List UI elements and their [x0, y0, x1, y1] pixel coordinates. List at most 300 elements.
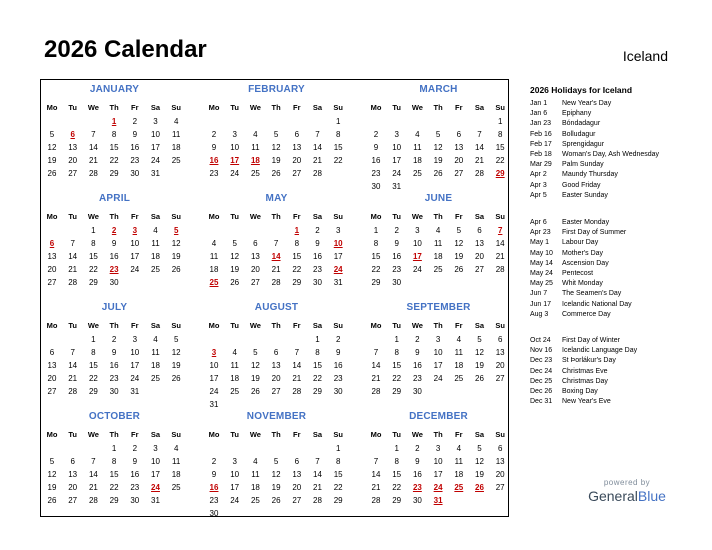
- day-cell: 7: [373, 348, 379, 357]
- day-cell: 19: [433, 156, 443, 165]
- holiday-name: Maundy Thursday: [562, 171, 618, 179]
- day-cell: 29: [88, 387, 98, 396]
- day-cell: 15: [392, 361, 402, 370]
- day-cell: 4: [456, 335, 462, 344]
- holiday-date: Jun 7: [530, 290, 548, 298]
- day-cell: 29: [88, 278, 98, 287]
- day-cell: 18: [230, 374, 240, 383]
- holiday-entry: [530, 182, 601, 189]
- weekday-header: We: [87, 430, 99, 439]
- day-cell: 24: [130, 374, 140, 383]
- day-cell: 14: [88, 470, 98, 479]
- day-cell: 29: [371, 278, 381, 287]
- day-cell: 31: [151, 169, 160, 178]
- weekday-header: Sa: [312, 103, 323, 112]
- day-cell: 15: [88, 361, 98, 370]
- holiday-name: Palm Sunday: [562, 161, 604, 169]
- holiday-date: Dec 25: [530, 377, 553, 385]
- weekday-header: Th: [271, 430, 281, 439]
- day-cell: 14: [371, 470, 381, 479]
- weekday-header: Th: [109, 430, 119, 439]
- day-cell: 29: [109, 496, 119, 505]
- holiday-name: Sprengidagur: [562, 140, 605, 148]
- day-cell: 4: [173, 117, 179, 126]
- day-cell: 3: [132, 335, 138, 344]
- day-cell: 1: [91, 226, 96, 235]
- holiday-entry: [530, 347, 637, 354]
- weekday-header: Tu: [230, 103, 239, 112]
- day-cell: 22: [109, 483, 119, 492]
- day-cell: 19: [475, 470, 484, 479]
- day-cell: 1: [111, 444, 117, 453]
- day-cell: 13: [292, 143, 302, 152]
- day-cell: 13: [495, 457, 505, 466]
- holiday-date: May 14: [530, 259, 553, 267]
- day-cell: 23: [392, 265, 402, 274]
- holiday-day: 24: [151, 483, 160, 492]
- holiday-name: Icelandic Language Day: [562, 347, 638, 355]
- day-cell: 5: [253, 348, 258, 357]
- holiday-entry: [530, 337, 620, 344]
- day-cell: 20: [47, 374, 57, 383]
- day-cell: 7: [91, 130, 96, 139]
- holiday-entry: [530, 270, 593, 277]
- day-cell: 25: [151, 374, 160, 383]
- holiday-name: Ascension Day: [562, 259, 609, 267]
- holiday-date: May 24: [530, 270, 553, 277]
- day-cell: 2: [132, 444, 138, 453]
- weekday-header: Fr: [131, 321, 139, 330]
- weekday-header: Sa: [474, 103, 485, 112]
- day-cell: 24: [209, 387, 219, 396]
- day-cell: 27: [68, 496, 78, 505]
- day-cell: 10: [151, 130, 160, 139]
- day-cell: 6: [49, 348, 55, 357]
- day-cell: 5: [477, 444, 482, 453]
- day-cell: 28: [371, 387, 381, 396]
- day-cell: 13: [454, 143, 464, 152]
- day-cell: 30: [209, 509, 219, 518]
- day-cell: 28: [313, 496, 322, 505]
- day-cell: 18: [250, 483, 260, 492]
- day-cell: 23: [109, 374, 119, 383]
- weekday-header: Mo: [46, 430, 58, 439]
- day-cell: 21: [68, 265, 78, 274]
- weekday-header: Th: [433, 103, 443, 112]
- day-cell: 7: [70, 239, 75, 248]
- day-cell: 3: [435, 335, 441, 344]
- day-cell: 6: [253, 239, 258, 248]
- holiday-name: Labour Day: [562, 239, 599, 247]
- holiday-date: Mar 29: [530, 161, 552, 169]
- day-cell: 12: [475, 348, 484, 357]
- day-cell: 26: [47, 496, 57, 505]
- day-cell: 27: [68, 169, 78, 178]
- day-cell: 28: [495, 265, 505, 274]
- holiday-date: May 25: [530, 280, 553, 288]
- holiday-day: 10: [333, 239, 343, 248]
- day-cell: 20: [68, 483, 78, 492]
- day-cell: 15: [109, 470, 119, 479]
- day-cell: 23: [209, 496, 219, 505]
- day-cell: 13: [47, 361, 57, 370]
- holiday-day: 29: [495, 169, 505, 178]
- day-cell: 9: [211, 143, 217, 152]
- day-cell: 28: [88, 169, 98, 178]
- day-cell: 10: [151, 457, 160, 466]
- day-cell: 1: [394, 335, 399, 344]
- day-cell: 27: [271, 387, 281, 396]
- holiday-entry: [530, 260, 609, 267]
- day-cell: 21: [475, 156, 484, 165]
- day-cell: 19: [171, 252, 181, 261]
- day-cell: 13: [68, 143, 78, 152]
- day-cell: 25: [171, 156, 181, 165]
- month-name: AUGUST: [254, 302, 299, 313]
- day-cell: 16: [130, 143, 140, 152]
- weekday-header: Mo: [208, 103, 220, 112]
- day-cell: 5: [435, 130, 441, 139]
- day-cell: 2: [335, 335, 341, 344]
- day-cell: 31: [130, 387, 140, 396]
- weekday-header: Su: [333, 430, 343, 439]
- day-cell: 30: [333, 387, 343, 396]
- holiday-day: 26: [475, 483, 484, 492]
- weekday-header: We: [411, 212, 423, 221]
- day-cell: 9: [394, 239, 399, 248]
- day-cell: 24: [230, 496, 240, 505]
- month-name: JANUARY: [89, 84, 140, 95]
- day-cell: 5: [273, 457, 279, 466]
- day-cell: 28: [68, 278, 78, 287]
- day-cell: 2: [373, 130, 379, 139]
- day-cell: 21: [313, 156, 322, 165]
- holiday-name: Easter Monday: [562, 219, 610, 226]
- weekday-header: Mo: [370, 103, 382, 112]
- weekday-header: Mo: [370, 212, 382, 221]
- day-cell: 12: [271, 470, 281, 479]
- weekday-header: Th: [271, 212, 281, 221]
- day-cell: 11: [251, 143, 260, 152]
- weekday-header: We: [87, 321, 99, 330]
- holiday-day: 18: [250, 156, 260, 165]
- weekday-header: Sa: [312, 430, 323, 439]
- day-cell: 14: [313, 143, 322, 152]
- day-cell: 6: [294, 130, 300, 139]
- day-cell: 4: [173, 444, 179, 453]
- day-cell: 31: [392, 182, 402, 191]
- holiday-day: 16: [209, 483, 219, 492]
- holiday-entry: [530, 357, 616, 364]
- day-cell: 28: [313, 169, 322, 178]
- weekday-header: Th: [109, 321, 119, 330]
- day-cell: 26: [475, 374, 484, 383]
- holiday-day: 1: [111, 117, 117, 126]
- holiday-entry: [530, 151, 659, 158]
- day-cell: 30: [392, 278, 402, 287]
- day-cell: 18: [151, 361, 160, 370]
- day-cell: 21: [68, 374, 78, 383]
- day-cell: 15: [495, 143, 505, 152]
- weekday-header: Fr: [293, 103, 301, 112]
- day-cell: 16: [412, 361, 422, 370]
- weekday-header: Su: [333, 103, 343, 112]
- day-cell: 26: [171, 265, 181, 274]
- holiday-date: Feb 17: [530, 140, 552, 148]
- weekday-header: Sa: [312, 212, 323, 221]
- day-cell: 11: [172, 457, 181, 466]
- day-cell: 19: [250, 374, 260, 383]
- day-cell: 13: [495, 348, 505, 357]
- day-cell: 12: [47, 143, 57, 152]
- holiday-name: St Þorlákur's Day: [562, 357, 616, 365]
- day-cell: 25: [230, 387, 240, 396]
- weekday-header: Fr: [131, 103, 139, 112]
- day-cell: 19: [171, 361, 181, 370]
- day-cell: 31: [151, 496, 160, 505]
- day-cell: 25: [250, 496, 260, 505]
- holiday-name: Easter Sunday: [562, 191, 608, 199]
- day-cell: 15: [313, 361, 322, 370]
- day-cell: 24: [433, 374, 443, 383]
- day-cell: 20: [271, 374, 281, 383]
- weekday-header: Su: [171, 321, 181, 330]
- day-cell: 7: [294, 348, 300, 357]
- day-cell: 16: [371, 156, 381, 165]
- day-cell: 4: [456, 444, 462, 453]
- holiday-date: Apr 3: [530, 181, 547, 189]
- day-cell: 9: [415, 348, 420, 357]
- weekday-header: We: [87, 103, 99, 112]
- day-cell: 9: [211, 470, 217, 479]
- day-cell: 5: [49, 457, 55, 466]
- holiday-entry: [530, 229, 626, 236]
- day-cell: 4: [253, 457, 258, 466]
- month-name: JUNE: [424, 193, 453, 204]
- day-cell: 14: [292, 361, 302, 370]
- day-cell: 13: [250, 252, 260, 261]
- day-cell: 18: [454, 470, 464, 479]
- day-cell: 14: [88, 143, 98, 152]
- holiday-name: The Seamen's Day: [562, 290, 622, 298]
- holiday-day: 3: [211, 348, 217, 357]
- day-cell: 31: [209, 400, 219, 409]
- day-cell: 24: [151, 156, 160, 165]
- month-name: SEPTEMBER: [406, 302, 471, 313]
- day-cell: 30: [371, 182, 381, 191]
- day-cell: 29: [292, 278, 302, 287]
- weekday-header: Mo: [208, 321, 220, 330]
- powered-by-text: powered by: [603, 478, 651, 487]
- holiday-name: Bóndadagur: [562, 120, 601, 128]
- day-cell: 29: [109, 169, 119, 178]
- day-cell: 29: [333, 496, 343, 505]
- day-cell: 18: [171, 143, 181, 152]
- day-cell: 26: [47, 169, 57, 178]
- day-cell: 10: [392, 143, 402, 152]
- day-cell: 10: [433, 348, 443, 357]
- day-cell: 26: [171, 374, 181, 383]
- weekday-header: Th: [271, 321, 281, 330]
- day-cell: 16: [109, 361, 119, 370]
- holiday-date: Feb 16: [530, 130, 552, 138]
- holiday-name: Epiphany: [562, 110, 592, 118]
- day-cell: 6: [456, 130, 462, 139]
- day-cell: 17: [151, 470, 160, 479]
- day-cell: 23: [130, 156, 140, 165]
- day-cell: 26: [433, 169, 443, 178]
- day-cell: 30: [130, 169, 140, 178]
- day-cell: 27: [475, 265, 484, 274]
- holiday-entry: [530, 161, 604, 168]
- holiday-date: Jun 17: [530, 300, 552, 308]
- day-cell: 20: [292, 483, 302, 492]
- holiday-entry: [530, 171, 618, 178]
- day-cell: 6: [294, 457, 300, 466]
- holiday-name: First Day of Summer: [562, 229, 627, 237]
- day-cell: 17: [151, 143, 160, 152]
- day-cell: 11: [251, 470, 260, 479]
- holiday-date: Oct 24: [530, 337, 551, 344]
- holiday-name: Woman's Day, Ash Wednesday: [562, 151, 660, 158]
- weekday-header: Tu: [230, 212, 239, 221]
- day-cell: 6: [273, 348, 279, 357]
- holiday-name: Whit Monday: [562, 280, 603, 288]
- day-cell: 30: [109, 387, 119, 396]
- holiday-name: First Day of Winter: [562, 337, 620, 344]
- holiday-entry: [530, 378, 608, 385]
- day-cell: 8: [373, 239, 379, 248]
- day-cell: 17: [230, 483, 240, 492]
- day-cell: 2: [394, 226, 399, 235]
- day-cell: 19: [47, 483, 57, 492]
- weekday-header: Sa: [312, 321, 323, 330]
- day-cell: 6: [497, 444, 503, 453]
- day-cell: 17: [433, 470, 443, 479]
- day-cell: 26: [271, 169, 281, 178]
- weekday-header: Sa: [150, 103, 161, 112]
- calendar-grid: [40, 79, 509, 517]
- day-cell: 27: [454, 169, 464, 178]
- day-cell: 17: [130, 252, 140, 261]
- day-cell: 24: [412, 265, 422, 274]
- brand-logo: [582, 478, 672, 504]
- holiday-day: 7: [497, 226, 503, 235]
- weekday-header: Tu: [68, 212, 77, 221]
- weekday-header: We: [249, 103, 261, 112]
- holiday-day: 25: [454, 483, 464, 492]
- holiday-date: Dec 23: [530, 357, 553, 365]
- day-cell: 16: [313, 252, 322, 261]
- day-cell: 8: [335, 457, 341, 466]
- holiday-name: Bolludagur: [562, 130, 596, 138]
- day-cell: 31: [333, 278, 343, 287]
- holiday-day: 6: [70, 130, 75, 139]
- day-cell: 17: [392, 156, 402, 165]
- holiday-name: New Year's Eve: [562, 398, 611, 406]
- day-cell: 10: [230, 143, 240, 152]
- day-cell: 15: [371, 252, 381, 261]
- day-cell: 3: [232, 457, 237, 466]
- day-cell: 12: [230, 252, 240, 261]
- day-cell: 30: [313, 278, 322, 287]
- weekday-header: Tu: [68, 430, 77, 439]
- day-cell: 14: [68, 252, 78, 261]
- day-cell: 24: [230, 169, 240, 178]
- holiday-date: May 1: [530, 239, 550, 247]
- holiday-date: Jan 6: [530, 110, 548, 118]
- day-cell: 11: [209, 252, 219, 261]
- day-cell: 22: [392, 483, 402, 492]
- day-cell: 29: [392, 387, 402, 396]
- day-cell: 8: [394, 457, 399, 466]
- day-cell: 5: [273, 130, 279, 139]
- weekday-header: Su: [171, 103, 181, 112]
- day-cell: 10: [130, 239, 140, 248]
- day-cell: 30: [130, 496, 140, 505]
- day-cell: 15: [392, 470, 402, 479]
- weekday-header: Th: [271, 103, 281, 112]
- brand-name: [582, 488, 672, 504]
- day-cell: 4: [153, 335, 158, 344]
- day-cell: 12: [171, 239, 181, 248]
- day-cell: 17: [130, 361, 140, 370]
- day-cell: 27: [292, 496, 302, 505]
- day-cell: 11: [230, 361, 239, 370]
- day-cell: 16: [109, 252, 119, 261]
- day-cell: 7: [315, 457, 320, 466]
- day-cell: 4: [232, 348, 237, 357]
- day-cell: 9: [132, 457, 138, 466]
- day-cell: 16: [333, 361, 343, 370]
- day-cell: 23: [371, 169, 381, 178]
- day-cell: 8: [394, 348, 399, 357]
- holiday-day: 6: [49, 239, 55, 248]
- holiday-day: 14: [271, 252, 281, 261]
- day-cell: 6: [497, 335, 503, 344]
- weekday-header: Fr: [293, 321, 301, 330]
- holiday-entry: [530, 141, 604, 148]
- weekday-header: Sa: [474, 430, 485, 439]
- weekday-header: Sa: [150, 212, 161, 221]
- day-cell: 1: [497, 117, 503, 126]
- day-cell: 15: [88, 252, 98, 261]
- day-cell: 17: [209, 374, 219, 383]
- holiday-entry: [530, 110, 591, 117]
- day-cell: 12: [433, 143, 443, 152]
- weekday-header: Tu: [68, 321, 77, 330]
- day-cell: 29: [392, 496, 402, 505]
- holiday-date: Apr 2: [530, 171, 547, 179]
- day-cell: 3: [435, 444, 441, 453]
- day-cell: 3: [415, 226, 420, 235]
- weekday-header: Sa: [474, 321, 485, 330]
- day-cell: 28: [88, 496, 98, 505]
- day-cell: 2: [415, 335, 420, 344]
- day-cell: 20: [495, 361, 505, 370]
- holiday-date: Aug 3: [530, 310, 549, 318]
- weekday-header: Tu: [392, 430, 401, 439]
- day-cell: 11: [151, 239, 160, 248]
- day-cell: 19: [230, 265, 240, 274]
- day-cell: 12: [454, 239, 464, 248]
- month-name: MARCH: [419, 84, 458, 95]
- day-cell: 1: [91, 335, 96, 344]
- month-name: OCTOBER: [88, 411, 141, 422]
- day-cell: 25: [151, 265, 160, 274]
- day-cell: 4: [435, 226, 441, 235]
- day-cell: 14: [371, 361, 381, 370]
